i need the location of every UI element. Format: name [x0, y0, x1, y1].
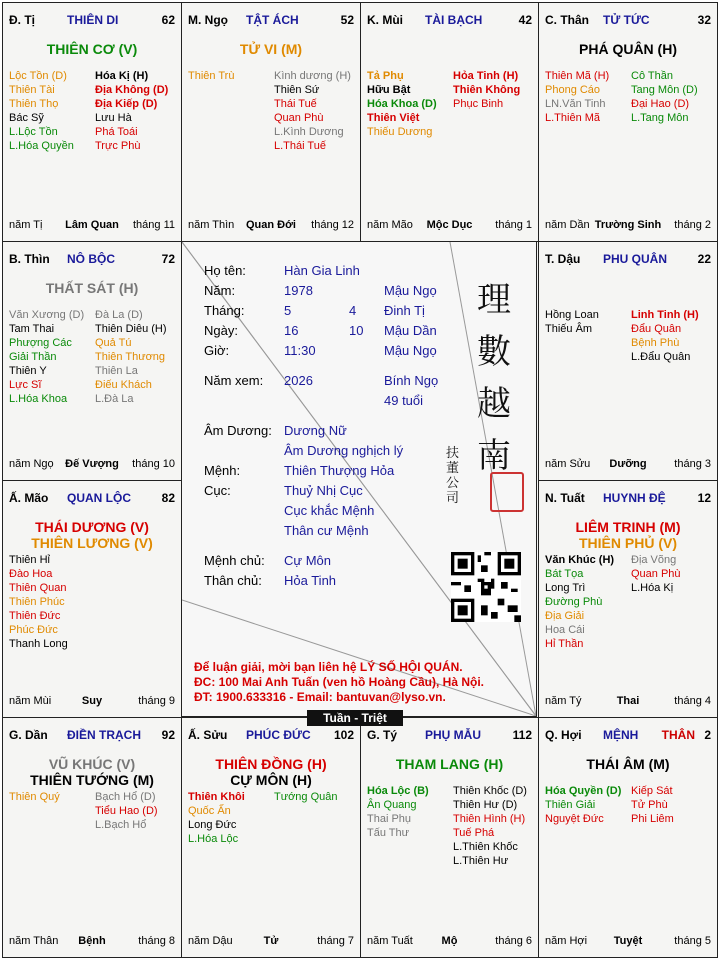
good-stars-column	[188, 69, 234, 83]
minor-star: Thiên Không	[453, 84, 521, 96]
nam-xem-label: Năm xem:	[204, 373, 264, 388]
gio-can-chi: Mậu Ngọ	[384, 343, 437, 358]
palace-footer	[367, 219, 532, 233]
trang-sinh-stage: Suy	[81, 695, 103, 707]
thang-value: 5	[284, 303, 292, 318]
contact-block	[194, 660, 484, 705]
bad-stars-column	[95, 308, 167, 406]
nam-value: 1978	[284, 283, 313, 298]
bad-stars-column	[95, 790, 158, 832]
palace-suu	[181, 717, 361, 958]
tuan-triet-badge: Tuần - Triệt	[307, 710, 403, 726]
minor-star: Lực Sĩ	[9, 379, 42, 391]
luu-nguyet-month: tháng 3	[674, 458, 711, 470]
main-star: THIÊN LƯƠNG (V)	[31, 535, 153, 551]
luu-nien-year: năm Tuất	[367, 935, 413, 947]
minor-star: Hữu Bật	[367, 84, 411, 96]
palace-footer	[545, 219, 711, 233]
palace-can-chi: N. Tuất	[545, 491, 585, 505]
than-cu-menh: Thân cư Mệnh	[284, 523, 369, 538]
luu-nien-year: năm Sửu	[545, 458, 591, 470]
minor-star: Thiên Hình (H)	[453, 813, 526, 825]
minor-star: Đào Hoa	[9, 568, 53, 580]
good-stars-column	[188, 790, 245, 846]
palace-dau	[538, 241, 718, 481]
trang-sinh-stage: Mộ	[441, 935, 458, 947]
vertical-seal-text	[446, 446, 462, 506]
palace-header	[9, 13, 175, 29]
palace-name: MỆNH	[603, 728, 639, 742]
good-stars-column	[545, 69, 609, 125]
main-star: THẤT SÁT (H)	[45, 280, 139, 296]
luu-nguyet-month: tháng 1	[495, 219, 532, 231]
thang-lunar: 4	[349, 303, 357, 318]
cuc-label: Cục:	[204, 483, 231, 498]
minor-star: Quốc Ấn	[188, 805, 231, 817]
palace-header	[188, 728, 354, 744]
minor-star: Thiên Giải	[545, 799, 596, 811]
luu-nien-year: năm Mùi	[9, 695, 52, 707]
dai-van-number: 32	[697, 13, 711, 27]
luu-nien-year: năm Thân	[9, 935, 59, 947]
minor-star: Thiên Việt	[367, 112, 420, 124]
gio-label: Giờ:	[204, 343, 230, 358]
minor-star: Kiếp Sát	[631, 785, 673, 797]
palace-header	[367, 13, 532, 29]
main-star: LIÊM TRINH (M)	[575, 519, 681, 535]
minor-star: Phong Cáo	[545, 84, 601, 96]
minor-star: Thiên Quan	[9, 582, 67, 594]
cuc-relation: Cục khắc Mệnh	[284, 503, 375, 518]
minor-star: L.Bạch Hổ	[95, 819, 147, 831]
main-star: THAM LANG (H)	[395, 756, 504, 772]
palace-can-chi: Đ. Tị	[9, 13, 35, 27]
palace-name: THIÊN DI	[67, 13, 119, 27]
luu-nguyet-month: tháng 2	[674, 219, 711, 231]
palace-footer	[9, 935, 175, 949]
palace-header	[9, 728, 175, 744]
trang-sinh-stage: Dưỡng	[609, 458, 647, 470]
minor-star: Hoa Cái	[545, 624, 585, 636]
palace-tuat	[538, 480, 718, 718]
bad-stars-column	[631, 784, 674, 826]
minor-star: Phục Binh	[453, 98, 504, 110]
luu-nguyet-month: tháng 7	[317, 935, 354, 947]
good-stars-column	[367, 784, 429, 840]
luu-nguyet-month: tháng 6	[495, 935, 532, 947]
vert-char: 司	[446, 491, 460, 506]
minor-star: Văn Khúc (H)	[545, 554, 615, 566]
menh-label: Mệnh:	[204, 463, 241, 478]
tuoi-value: 49 tuổi	[384, 393, 424, 408]
good-stars-column	[9, 790, 60, 804]
palace-can-chi: G. Tý	[367, 728, 398, 742]
minor-star: Thiên Thương	[95, 351, 166, 363]
palace-footer	[367, 935, 532, 949]
palace-footer	[545, 935, 711, 949]
contact-line-2: ĐC: 100 Mai Anh Tuấn (ven hồ Hoàng Cầu), Hà Nội.	[194, 675, 485, 689]
minor-star: Thiên Thọ	[9, 98, 59, 110]
minor-star: Tả Phụ	[367, 70, 404, 82]
minor-star: Trực Phù	[95, 140, 141, 152]
callig-char: 越	[477, 384, 511, 424]
palace-can-chi: Ấ. Mão	[9, 491, 49, 505]
palace-name: HUYNH ĐỆ	[603, 491, 666, 505]
minor-star: Đà La (D)	[95, 309, 143, 321]
than-marker: THÂN	[661, 728, 695, 742]
gio-value: 11:30	[284, 343, 316, 358]
trang-sinh-stage: Tuyệt	[613, 935, 643, 947]
minor-star: Đường Phù	[545, 596, 603, 608]
bad-stars-column	[631, 69, 698, 125]
palace-dan	[2, 717, 182, 958]
palace-footer	[188, 935, 354, 949]
good-stars-column	[367, 69, 437, 139]
palace-footer	[188, 219, 354, 233]
luu-nguyet-month: tháng 12	[311, 219, 354, 231]
minor-star: Hóa Khoa (D)	[367, 98, 437, 110]
minor-star: Hóa Lộc (B)	[367, 785, 429, 797]
palace-name: ĐIỀN TRẠCH	[67, 728, 141, 742]
ngay-value: 16	[284, 323, 299, 338]
palace-can-chi: G. Dần	[9, 728, 48, 742]
bad-stars-column	[274, 790, 338, 804]
minor-star: L.Thiên Mã	[545, 112, 601, 124]
luu-nien-year: năm Tý	[545, 695, 582, 707]
minor-star: Tuế Phá	[453, 827, 495, 839]
am-duong-value: Dương Nữ	[284, 423, 347, 438]
dai-van-number: 72	[161, 252, 175, 266]
minor-star: Thiên Quý	[9, 791, 60, 803]
minor-star: L.Hóa Lộc	[188, 833, 239, 845]
minor-star: L.Đà La	[95, 393, 134, 405]
good-stars-column	[545, 308, 599, 336]
minor-star: Phúc Đức	[9, 624, 58, 636]
palace-footer	[545, 695, 711, 709]
luu-nien-year: năm Ngọ	[9, 458, 54, 470]
nam-can-chi: Mậu Ngọ	[384, 283, 437, 298]
minor-star: LN.Văn Tinh	[545, 98, 606, 110]
trang-sinh-stage: Quan Đới	[246, 219, 296, 231]
luu-nguyet-month: tháng 5	[674, 935, 711, 947]
minor-star: Lộc Tồn (D)	[9, 70, 67, 82]
main-star: THIÊN CƠ (V)	[46, 41, 138, 57]
palace-footer	[9, 695, 175, 709]
good-stars-column	[9, 69, 74, 153]
main-star: THIÊN PHỦ (V)	[579, 535, 677, 551]
minor-star: Long Trì	[545, 582, 586, 594]
dai-van-number: 62	[161, 13, 175, 27]
minor-star: Cô Thần	[631, 70, 673, 82]
minor-star: Bệnh Phù	[631, 337, 680, 349]
palace-mui	[360, 2, 539, 242]
trang-sinh-stage: Mộc Dục	[426, 219, 473, 231]
minor-star: Địa Võng	[631, 554, 677, 566]
vert-char: 扶	[446, 446, 460, 461]
minor-star: Thiếu Dương	[367, 126, 433, 138]
minor-star: Thanh Long	[9, 638, 68, 650]
luu-nguyet-month: tháng 11	[132, 219, 175, 231]
vert-char: 公	[446, 476, 460, 491]
palace-footer	[9, 219, 175, 233]
contact-line-3: ĐT: 1900.633316 - Email: bantuvan@lyso.vn.	[194, 690, 446, 704]
luu-nien-year: năm Dậu	[188, 935, 233, 947]
minor-star: Thiên Hư (D)	[453, 799, 518, 811]
good-stars-column	[9, 553, 68, 651]
main-star: CỰ MÔN (H)	[230, 772, 312, 788]
trang-sinh-stage: Đế Vượng	[65, 458, 119, 470]
luu-nien-year: năm Thìn	[188, 219, 235, 231]
minor-star: Thiên Đức	[9, 610, 61, 622]
palace-thin	[2, 241, 182, 481]
main-star: PHÁ QUÂN (H)	[579, 41, 677, 57]
minor-star: Điếu Khách	[95, 379, 152, 391]
minor-star: L.Thiên Khốc	[453, 841, 518, 853]
minor-star: Thái Tuế	[274, 98, 317, 110]
minor-star: Tam Thai	[9, 323, 55, 335]
good-stars-column	[545, 784, 621, 826]
bad-stars-column	[274, 69, 351, 153]
palace-header	[9, 252, 175, 268]
than-chu-label: Thân chủ:	[204, 573, 262, 588]
dai-van-number: 22	[697, 252, 711, 266]
palace-name: TẬT ÁCH	[246, 13, 299, 27]
callig-char: 理	[477, 280, 511, 320]
good-stars-column	[9, 308, 84, 406]
palace-name: TỬ TỨC	[603, 13, 650, 27]
palace-name: PHU QUÂN	[603, 252, 668, 266]
qr-code-image[interactable]	[451, 552, 521, 622]
palace-can-chi: M. Ngọ	[188, 13, 228, 27]
thang-can-chi: Đinh Tị	[384, 303, 425, 318]
minor-star: Linh Tinh (H)	[631, 309, 699, 321]
minor-star: Thiên Diêu (H)	[95, 323, 167, 335]
nam-label: Năm:	[204, 283, 236, 298]
minor-star: Bát Tọa	[545, 568, 584, 580]
palace-header	[545, 252, 711, 268]
minor-star: Long Đức	[188, 819, 237, 831]
minor-star: L.Thái Tuế	[274, 140, 326, 152]
vert-char: 董	[446, 461, 460, 476]
minor-star: Thiên Khôi	[188, 791, 245, 803]
ho-ten-value: Hàn Gia Linh	[284, 263, 360, 278]
minor-star: Thiên Phúc	[9, 596, 65, 608]
minor-star: Quả Tú	[95, 337, 132, 349]
luu-nien-year: năm Tị	[9, 219, 43, 231]
luu-nguyet-month: tháng 8	[138, 935, 175, 947]
dai-van-number: 82	[161, 491, 175, 505]
minor-star: Quan Phù	[631, 568, 681, 580]
luu-nien-year: năm Mão	[367, 219, 413, 231]
palace-name: TÀI BẠCH	[425, 13, 483, 27]
calligraphy-title	[472, 274, 516, 482]
palace-name: QUAN LỘC	[67, 491, 131, 505]
trang-sinh-stage: Bệnh	[78, 935, 106, 947]
minor-star: Nguyệt Đức	[545, 813, 604, 825]
luu-nien-year: năm Hợi	[545, 935, 588, 947]
ngay-label: Ngày:	[204, 323, 238, 338]
minor-star: Thiên Hỉ	[9, 554, 50, 566]
minor-star: Tướng Quân	[274, 791, 338, 803]
palace-can-chi: K. Mùi	[367, 13, 403, 27]
bad-stars-column	[631, 308, 699, 364]
main-star: VŨ KHÚC (V)	[48, 756, 136, 772]
minor-star: L.Thiên Hư	[453, 855, 509, 867]
minor-star: Hỏa Tinh (H)	[453, 70, 519, 82]
am-duong-label: Âm Dương:	[204, 423, 272, 438]
minor-star: Bác Sỹ	[9, 112, 44, 124]
bad-stars-column	[453, 69, 520, 111]
dai-van-number: 2	[704, 728, 711, 742]
palace-name: PHỤ MẪU	[425, 728, 481, 742]
palace-mao	[2, 480, 182, 718]
minor-star: Phi Liêm	[631, 813, 674, 825]
dai-van-number: 12	[697, 491, 711, 505]
palace-name: PHÚC ĐỨC	[246, 728, 311, 742]
trang-sinh-stage: Thai	[616, 695, 640, 707]
minor-star: L.Lộc Tồn	[9, 126, 58, 138]
palace-header	[188, 13, 354, 29]
palace-can-chi: Q. Hợi	[545, 728, 582, 742]
minor-star: Thiên Y	[9, 365, 47, 377]
minor-star: Ân Quang	[367, 799, 417, 811]
dai-van-number: 42	[518, 13, 532, 27]
palace-than	[538, 2, 718, 242]
minor-star: Quan Phù	[274, 112, 324, 124]
am-duong-note: Âm Dương nghịch lý	[284, 443, 404, 458]
minor-star: Hóa Quyền (D)	[545, 785, 622, 797]
minor-star: Thiên Mã (H)	[545, 70, 610, 82]
bad-stars-column	[95, 69, 168, 153]
trang-sinh-stage: Trường Sinh	[594, 219, 662, 231]
minor-star: L.Hóa Kị	[631, 582, 674, 594]
minor-star: Thiên Trù	[188, 70, 235, 82]
palace-footer	[545, 458, 711, 472]
minor-star: Hóa Kị (H)	[95, 70, 149, 82]
cuc-value: Thuỷ Nhị Cục	[284, 483, 363, 498]
thang-label: Tháng:	[204, 303, 245, 318]
minor-star: Kình dương (H)	[274, 70, 351, 82]
main-star: THIÊN TƯỚNG (M)	[30, 772, 154, 788]
minor-star: L.Hóa Quyền	[9, 140, 74, 152]
minor-star: Địa Không (D)	[95, 84, 169, 96]
palace-hoi	[538, 717, 718, 958]
menh-value: Thiên Thượng Hỏa	[284, 463, 395, 478]
minor-star: Thiên Khốc (D)	[453, 785, 527, 797]
palace-header	[545, 491, 711, 507]
minor-star: Thiên Sứ	[274, 84, 320, 96]
minor-star: Lưu Hà	[95, 112, 132, 124]
luu-nguyet-month: tháng 4	[674, 695, 711, 707]
minor-star: Tử Phù	[631, 799, 668, 811]
luu-nien-year: năm Dần	[545, 219, 590, 231]
palace-can-chi: Ấ. Sửu	[188, 728, 228, 742]
good-stars-column	[545, 553, 614, 651]
minor-star: L.Đẩu Quân	[631, 351, 691, 363]
minor-star: Hồng Loan	[545, 309, 599, 321]
minor-star: Địa Kiếp (D)	[95, 98, 158, 110]
minor-star: Thiên La	[95, 365, 138, 377]
nam-xem-value: 2026	[284, 373, 313, 388]
minor-star: Giải Thần	[9, 351, 57, 363]
ngay-can-chi: Mậu Dần	[384, 323, 437, 338]
menh-chu-label: Mệnh chủ:	[204, 553, 265, 568]
palace-header	[545, 13, 711, 29]
luu-nguyet-month: tháng 9	[138, 695, 175, 707]
ho-ten-label: Họ tên:	[204, 263, 246, 278]
palace-can-chi: B. Thìn	[9, 252, 50, 266]
minor-star: Đại Hao (D)	[631, 98, 690, 110]
callig-char: 數	[477, 332, 511, 372]
minor-star: Phá Toái	[95, 126, 138, 138]
dai-van-number: 112	[512, 728, 532, 742]
luu-nguyet-month: tháng 10	[132, 458, 175, 470]
main-star: THÁI ÂM (M)	[586, 756, 670, 772]
red-seal-stamp	[490, 472, 524, 512]
minor-star: Thai Phụ	[367, 813, 412, 825]
nam-xem-can-chi: Bính Ngọ	[384, 373, 439, 388]
contact-line-1: Để luận giải, mời bạn liên hệ LÝ SỐ HỘI QUÁN.	[194, 660, 463, 674]
dai-van-number: 52	[340, 13, 354, 27]
minor-star: Đẩu Quân	[631, 323, 682, 335]
minor-star: Văn Xương (D)	[9, 309, 85, 321]
than-chu-value: Hỏa Tinh	[284, 573, 337, 588]
main-star: TỬ VI (M)	[239, 41, 303, 57]
palace-header	[545, 728, 711, 744]
palace-name: NÔ BỘC	[67, 252, 115, 266]
palace-ngo	[181, 2, 361, 242]
minor-star: L.Hóa Khoa	[9, 393, 68, 405]
minor-star: Địa Giải	[545, 610, 585, 622]
minor-star: Thiếu Âm	[545, 323, 593, 335]
palace-can-chi: T. Dậu	[545, 252, 581, 266]
minor-star: L.Tang Môn	[631, 112, 689, 124]
minor-star: Tấu Thư	[367, 827, 410, 839]
palace-header	[367, 728, 532, 744]
palace-footer	[9, 458, 175, 472]
palace-header	[9, 491, 175, 507]
palace-ti	[2, 2, 182, 242]
minor-star: Hỉ Thần	[545, 638, 584, 650]
main-star: THÁI DƯƠNG (V)	[35, 519, 149, 535]
center-info-panel	[181, 241, 537, 717]
palace-can-chi: C. Thân	[545, 13, 589, 27]
dai-van-number: 92	[161, 728, 175, 742]
bad-stars-column	[453, 784, 527, 868]
main-star: THIÊN ĐỒNG (H)	[215, 756, 327, 772]
minor-star: Phượng Các	[9, 337, 72, 349]
menh-chu-value: Cự Môn	[284, 553, 331, 568]
dai-van-number: 102	[333, 728, 354, 742]
minor-star: L.Kình Dương	[274, 126, 344, 138]
minor-star: Thiên Tài	[9, 84, 55, 96]
palace-ty	[360, 717, 539, 958]
minor-star: Bạch Hổ (D)	[95, 791, 156, 803]
minor-star: Tang Môn (D)	[631, 84, 698, 96]
callig-char: 南	[477, 436, 511, 476]
bad-stars-column	[631, 553, 681, 595]
minor-star: Tiểu Hao (D)	[95, 805, 158, 817]
ngay-lunar: 10	[349, 323, 364, 338]
trang-sinh-stage: Tử	[263, 935, 279, 947]
trang-sinh-stage: Lâm Quan	[65, 219, 119, 231]
